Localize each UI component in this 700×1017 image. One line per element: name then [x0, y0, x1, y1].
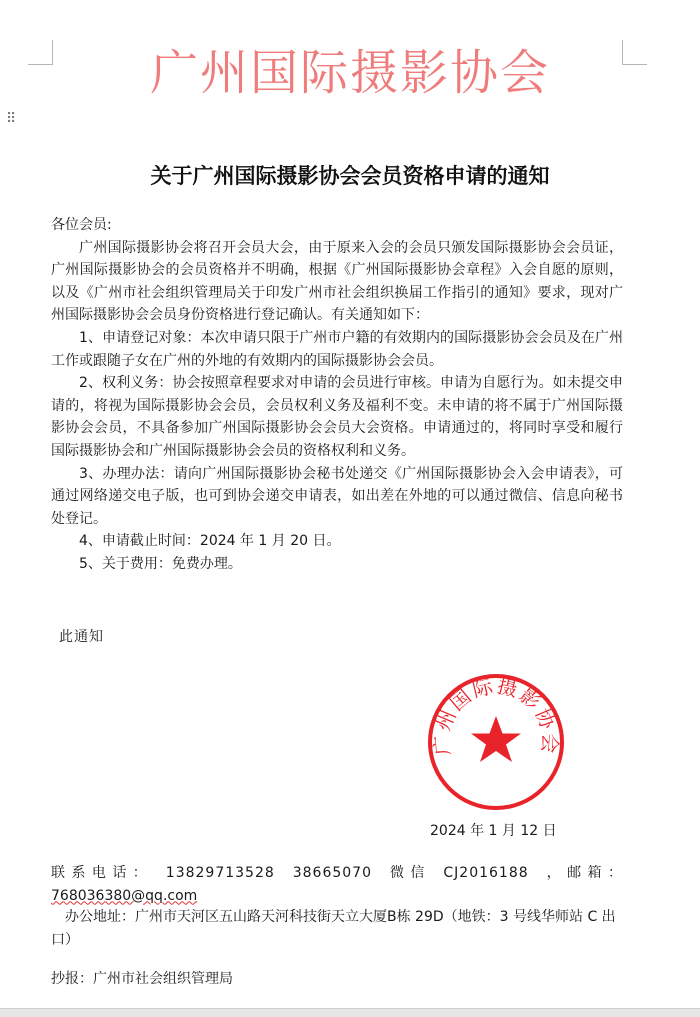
- document-title: 关于广州国际摄影协会会员资格申请的通知: [150, 163, 550, 188]
- email-label: ， 邮 箱 ：: [546, 865, 623, 881]
- item-paragraph-5: 5、关于费用：免费办理。: [79, 555, 242, 572]
- salutation: 各位会员:: [51, 217, 112, 233]
- item-paragraph-2: 2、权利义务：协会按照章程要求对申请的会员进行审核。申请为自愿行为。如未提交申请的，将视为国际摄影协会会员，会员权利义务及福利不变。未申请的将不属于广州国际摄影协会会员，不具备参加广州国际摄影协会会员大会资格。申请通过的，将同时享受和履行国际摄影协会和广州国际摄影协会会员的资格权利和义务。: [51, 375, 623, 459]
- notice-intro: 有关通知如下：: [331, 307, 429, 324]
- phone-label: 联 系 电 话 ：: [51, 865, 148, 881]
- wechat-label: 微 信: [389, 865, 426, 881]
- item-paragraph-3: 3、办理办法：请向广州国际摄影协会秘书处递交《广州国际摄影协会入会申请表》，可通过网络递交电子版，也可到协会递交申请表，如出差在外地的可以通过微信、信息向秘书处登记。: [51, 465, 623, 527]
- seal-star-icon: [471, 716, 521, 762]
- phone-number-2: 38665070: [292, 865, 372, 881]
- cc-line: 抄报：广州市社会组织管理局: [51, 971, 233, 987]
- contact-row: [51, 862, 623, 885]
- drag-handle-icon[interactable]: ⠿: [6, 111, 16, 127]
- email-address: 768036380@qq.com: [51, 887, 198, 904]
- contact-block: [51, 862, 623, 907]
- office-address: 办公地址：广州市天河区五山路天河科技街天立大厦B栋 29D（地铁：3 号线华师站 C 出口）: [51, 909, 616, 948]
- phone-number-1: 13829713528: [165, 865, 275, 881]
- item-paragraph-1: 1、申请登记对象：本次申请只限于广州市户籍的有效期内的国际摄影协会会员及在广州工作或跟随子女在广州的外地的有效期内的国际摄影协会会员。: [51, 329, 623, 369]
- item-paragraph-4: 4、申请截止时间：2024 年 1 月 20 日。: [79, 533, 341, 550]
- official-seal: [426, 672, 566, 812]
- document-body: [51, 214, 623, 576]
- intro-paragraph: 广州国际摄影协会将召开会员大会，由于原来入会的会员只颁发国际摄影协会会员证，广州国际摄影协会的会员资格并不明确，根据《广州国际摄影协会章程》入会自愿的原则，以及《广州市社会组织管理局关于印发广州市社会组织换届工作指引的通知》要求，现对广州国际摄影协会会员身份资格进行登记确认。有关通知如下：: [51, 239, 623, 324]
- address-block: [51, 906, 623, 951]
- signature-date: 2024 年 1 月 12 日: [430, 823, 557, 839]
- wechat-id: CJ2016188: [443, 865, 529, 881]
- closing-text: 此通知: [59, 629, 104, 645]
- seal-text: 广州国际摄影协会: [429, 673, 563, 757]
- letterhead-organization: 广州国际摄影协会: [149, 45, 550, 101]
- email-row: [51, 885, 623, 908]
